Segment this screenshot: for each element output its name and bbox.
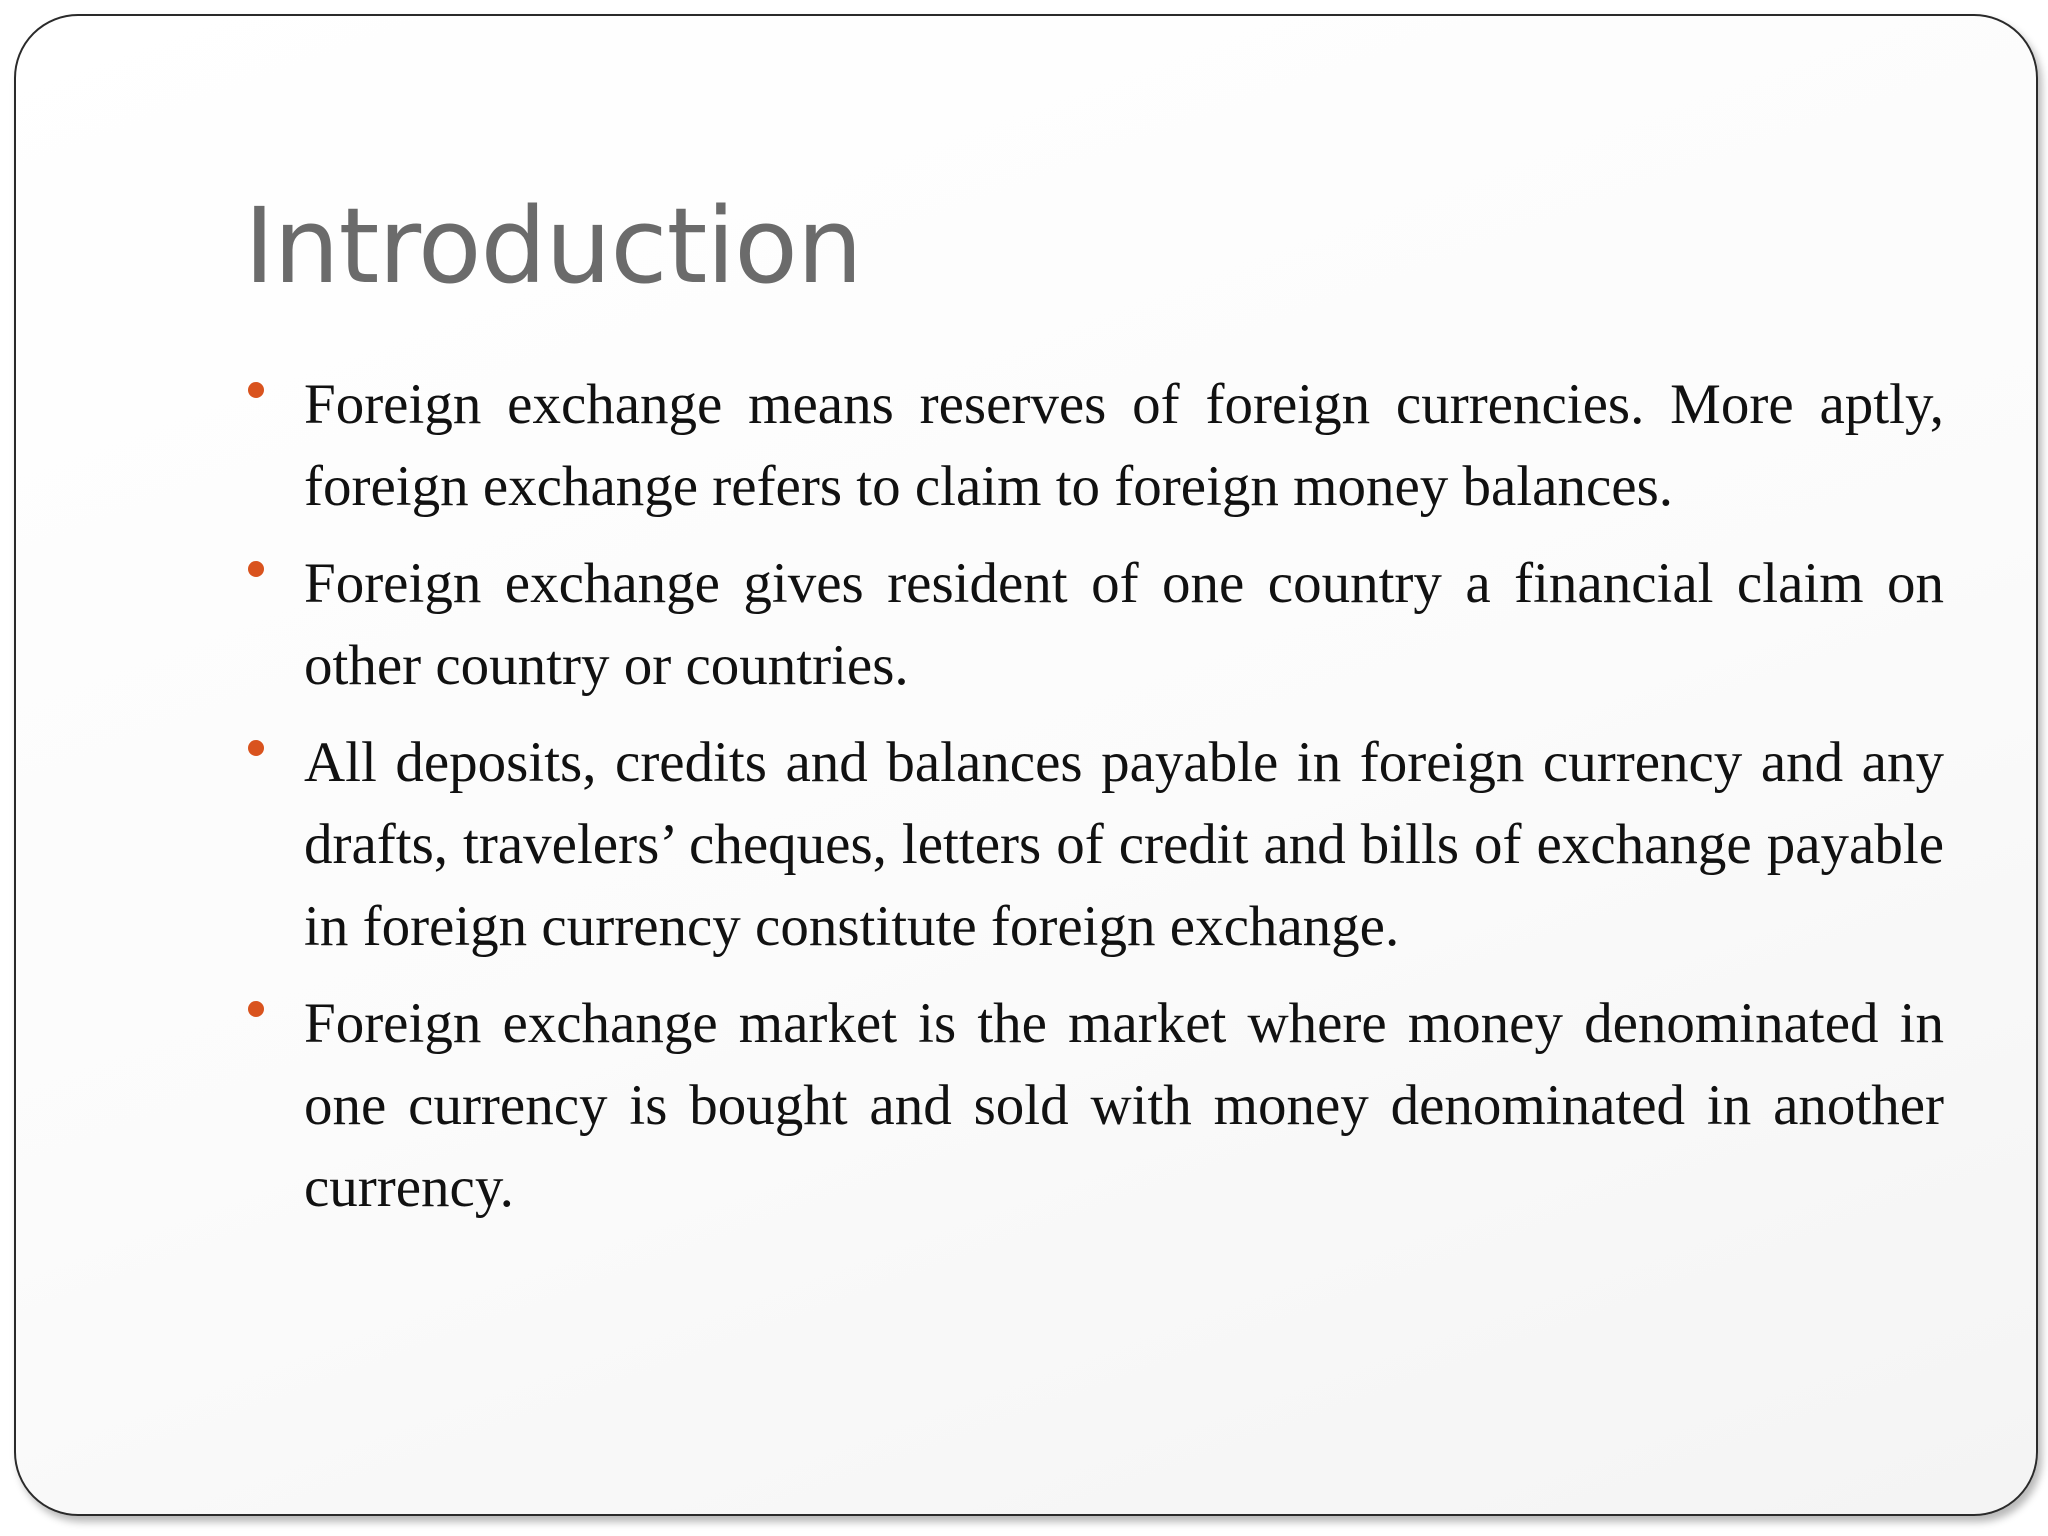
bullet-dot-icon bbox=[248, 382, 264, 398]
bullet-dot-icon bbox=[248, 1001, 264, 1017]
bullet-text: All deposits, credits and balances payable in foreign currency and any drafts, travelers’ cheques, letters of credit and bills of exchange payable in foreign currency constitute foreign exchange. bbox=[304, 731, 1944, 958]
slide-frame bbox=[14, 14, 2038, 1516]
bullet-item bbox=[244, 543, 1944, 707]
bullet-text: Foreign exchange market is the market where money denominated in one currency is bought and sold with money denominated in another currency. bbox=[304, 992, 1944, 1219]
bullet-text: Foreign exchange gives resident of one country a financial claim on other country or countries. bbox=[304, 552, 1944, 697]
bullet-text: Foreign exchange means reserves of foreign currencies. More aptly, foreign exchange refers to claim to foreign money balances. bbox=[304, 373, 1944, 518]
bullet-item bbox=[244, 364, 1944, 528]
bullet-dot-icon bbox=[248, 740, 264, 756]
bullet-dot-icon bbox=[248, 561, 264, 577]
bullet-list bbox=[244, 364, 1944, 1244]
bullet-item bbox=[244, 722, 1944, 968]
slide-title: Introduction bbox=[244, 185, 862, 307]
bullet-item bbox=[244, 983, 1944, 1229]
